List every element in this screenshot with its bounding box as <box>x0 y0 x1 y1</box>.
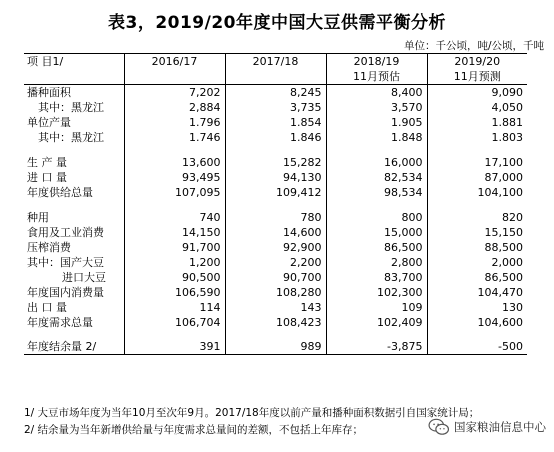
cell-value: 7,202 <box>124 85 225 101</box>
cell-value: 106,704 <box>124 315 225 330</box>
cell-value: 2,800 <box>326 255 427 270</box>
cell-value: -3,875 <box>326 339 427 355</box>
spacer-row <box>24 330 527 339</box>
cell-value: 108,423 <box>225 315 326 330</box>
cell-value: 94,130 <box>225 170 326 185</box>
table-row <box>24 339 527 355</box>
cell-value: 1.803 <box>427 130 527 145</box>
subheader-row <box>24 69 527 85</box>
cell-value: 15,000 <box>326 225 427 240</box>
table-row <box>24 270 527 285</box>
cell-value: 92,900 <box>225 240 326 255</box>
row-label: 种用 <box>27 211 49 224</box>
cell-value: -500 <box>427 339 527 355</box>
year-header: 2016/17 <box>124 54 225 70</box>
row-label: 单位产量 <box>27 116 71 129</box>
cell-value: 820 <box>427 210 527 225</box>
cell-value: 88,500 <box>427 240 527 255</box>
watermark <box>428 418 546 436</box>
table-row <box>24 155 527 170</box>
cell-value: 14,600 <box>225 225 326 240</box>
supply-demand-table <box>24 53 527 355</box>
cell-value: 108,280 <box>225 285 326 300</box>
cell-value: 1.846 <box>225 130 326 145</box>
row-label: 其中：黑龙江 <box>38 131 104 144</box>
row-label: 出 口 量 <box>27 301 67 314</box>
cell-value: 2,884 <box>124 100 225 115</box>
cell-value: 107,095 <box>124 185 225 200</box>
cell-value: 8,245 <box>225 85 326 101</box>
table-row <box>24 225 527 240</box>
cell-value: 83,700 <box>326 270 427 285</box>
table-row <box>24 130 527 145</box>
cell-value: 1.881 <box>427 115 527 130</box>
row-label: 播种面积 <box>27 86 71 99</box>
cell-value: 91,700 <box>124 240 225 255</box>
cell-value: 86,500 <box>326 240 427 255</box>
table-row <box>24 315 527 330</box>
cell-value: 90,500 <box>124 270 225 285</box>
cell-value: 90,700 <box>225 270 326 285</box>
cell-value: 130 <box>427 300 527 315</box>
row-label: 年度供给总量 <box>27 186 93 199</box>
cell-value: 114 <box>124 300 225 315</box>
cell-value: 104,100 <box>427 185 527 200</box>
table-row <box>24 285 527 300</box>
cell-value: 740 <box>124 210 225 225</box>
spacer-row <box>24 145 527 155</box>
cell-value: 1.796 <box>124 115 225 130</box>
cell-value: 16,000 <box>326 155 427 170</box>
row-label: 进 口 量 <box>27 171 67 184</box>
cell-value: 1,200 <box>124 255 225 270</box>
item-header: 项 目1/ <box>24 54 124 70</box>
row-label: 生 产 量 <box>27 156 67 169</box>
cell-value: 1.854 <box>225 115 326 130</box>
table-row <box>24 85 527 101</box>
table-row <box>24 210 527 225</box>
cell-value: 93,495 <box>124 170 225 185</box>
cell-value: 2,000 <box>427 255 527 270</box>
cell-value: 2,200 <box>225 255 326 270</box>
table-row <box>24 255 527 270</box>
footnote: 2/ 结余量为当年新增供给量与年度需求总量间的差额，不包括上年库存； <box>24 424 364 436</box>
watermark-text: 国家粮油信息中心 <box>454 420 546 434</box>
table-row <box>24 300 527 315</box>
cell-value: 102,300 <box>326 285 427 300</box>
row-label: 进口大豆 <box>62 271 106 284</box>
table-row <box>24 170 527 185</box>
table-title: 表3，2019/20年度中国大豆供需平衡分析 <box>107 13 446 33</box>
cell-value: 1.746 <box>124 130 225 145</box>
cell-value: 17,100 <box>427 155 527 170</box>
cell-value: 143 <box>225 300 326 315</box>
cell-value: 87,000 <box>427 170 527 185</box>
cell-value: 98,534 <box>326 185 427 200</box>
cell-value: 106,590 <box>124 285 225 300</box>
row-label: 年度国内消费量 <box>27 286 104 299</box>
forecast-subheader: 11月预测 <box>427 69 527 85</box>
cell-value: 780 <box>225 210 326 225</box>
table-row <box>24 185 527 200</box>
row-label: 压榨消费 <box>27 241 71 254</box>
cell-value: 15,282 <box>225 155 326 170</box>
cell-value: 3,735 <box>225 100 326 115</box>
cell-value: 104,470 <box>427 285 527 300</box>
cell-value: 3,570 <box>326 100 427 115</box>
spacer-row <box>24 200 527 210</box>
cell-value: 109 <box>326 300 427 315</box>
cell-value: 989 <box>225 339 326 355</box>
header-row <box>24 54 527 70</box>
row-label: 其中：国产大豆 <box>27 256 104 269</box>
cell-value: 8,400 <box>326 85 427 101</box>
table-row <box>24 100 527 115</box>
cell-value: 800 <box>326 210 427 225</box>
wechat-icon <box>428 418 450 436</box>
row-label: 食用及工业消费 <box>27 226 104 239</box>
cell-value: 9,090 <box>427 85 527 101</box>
table-row <box>24 115 527 130</box>
row-label: 年度需求总量 <box>27 316 93 329</box>
cell-value: 391 <box>124 339 225 355</box>
cell-value: 86,500 <box>427 270 527 285</box>
cell-value: 15,150 <box>427 225 527 240</box>
year-header: 2018/19 <box>326 54 427 70</box>
footnotes <box>24 405 479 439</box>
cell-value: 82,534 <box>326 170 427 185</box>
row-label: 年度结余量 2/ <box>24 339 124 355</box>
cell-value: 4,050 <box>427 100 527 115</box>
cell-value: 109,412 <box>225 185 326 200</box>
year-header: 2019/20 <box>427 54 527 70</box>
cell-value: 104,600 <box>427 315 527 330</box>
row-label: 其中：黑龙江 <box>38 101 104 114</box>
cell-value: 14,150 <box>124 225 225 240</box>
cell-value: 1.905 <box>326 115 427 130</box>
year-header: 2017/18 <box>225 54 326 70</box>
cell-value: 13,600 <box>124 155 225 170</box>
estimate-subheader: 11月预估 <box>326 69 427 85</box>
cell-value: 1.848 <box>326 130 427 145</box>
cell-value: 102,409 <box>326 315 427 330</box>
table-row <box>24 240 527 255</box>
units-label: 单位：千公顷，吨/公顷，千吨 <box>403 40 544 52</box>
footnote: 1/ 大豆市场年度为当年10月至次年9月。2017/18年度以前产量和播种面积数据引自国家统计局； <box>24 407 480 419</box>
